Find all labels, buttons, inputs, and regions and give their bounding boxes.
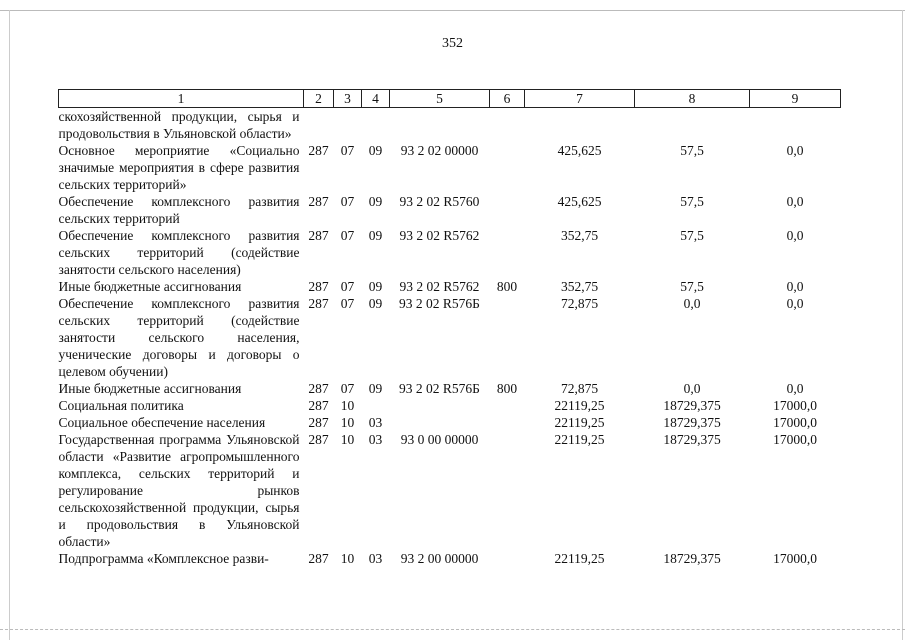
amount-col-9: 0,0 bbox=[786, 296, 804, 311]
row-name: Обеспечение комплексного развития сельских территорий (содействие занятости сельского населения) bbox=[58, 228, 300, 277]
amount-col-9: 17000,0 bbox=[773, 551, 817, 566]
table-row bbox=[59, 108, 841, 143]
amount-col-8: 18729,375 bbox=[663, 415, 721, 430]
column-header-6: 6 bbox=[490, 90, 525, 108]
target-article bbox=[390, 414, 490, 431]
row-name: Подпрограмма «Комплексное разви- bbox=[58, 551, 269, 566]
amount-col-8 bbox=[635, 108, 750, 143]
subsection-code: 09 bbox=[368, 228, 383, 243]
column-header-2: 2 bbox=[304, 90, 334, 108]
subsection-code: 03 bbox=[368, 551, 383, 566]
target-article: 93 2 02 R5762 bbox=[399, 279, 480, 294]
amount-col-9: 17000,0 bbox=[773, 432, 817, 447]
subsection-code: 03 bbox=[368, 415, 383, 430]
table-row bbox=[59, 414, 841, 431]
amount-col-9: 17000,0 bbox=[773, 398, 817, 413]
target-article: 93 0 00 00000 bbox=[400, 432, 479, 447]
amount-col-7: 22119,25 bbox=[554, 398, 605, 413]
scan-border-top bbox=[0, 10, 905, 11]
scan-border-bottom bbox=[0, 629, 905, 630]
amount-col-9 bbox=[750, 108, 841, 143]
section-code: 07 bbox=[340, 228, 355, 243]
target-article: 93 2 02 00000 bbox=[400, 143, 479, 158]
expense-type bbox=[490, 108, 525, 143]
page-number: 352 bbox=[442, 36, 463, 51]
expense-type bbox=[490, 397, 525, 414]
table-row bbox=[59, 193, 841, 227]
amount-col-7: 22119,25 bbox=[554, 551, 605, 566]
table-row bbox=[59, 397, 841, 414]
admin-code: 287 bbox=[308, 194, 329, 209]
admin-code: 287 bbox=[308, 143, 329, 158]
amount-col-8: 57,5 bbox=[680, 279, 704, 294]
amount-col-8: 57,5 bbox=[680, 194, 704, 209]
subsection-code: 03 bbox=[368, 432, 383, 447]
column-header-7: 7 bbox=[525, 90, 635, 108]
amount-col-7: 425,625 bbox=[557, 194, 602, 209]
target-article: 93 2 02 R5762 bbox=[399, 228, 480, 243]
target-article: 93 2 02 R576Б bbox=[399, 296, 480, 311]
amount-col-7: 352,75 bbox=[560, 228, 599, 243]
admin-code: 287 bbox=[308, 279, 329, 294]
table-row bbox=[59, 278, 841, 295]
amount-col-9: 0,0 bbox=[786, 381, 804, 396]
target-article: 93 2 00 00000 bbox=[400, 551, 479, 566]
admin-code bbox=[304, 108, 334, 143]
section-code: 07 bbox=[340, 194, 355, 209]
amount-col-8: 0,0 bbox=[683, 381, 701, 396]
section-code bbox=[334, 108, 362, 143]
admin-code: 287 bbox=[308, 415, 329, 430]
table-row bbox=[59, 227, 841, 278]
amount-col-9: 0,0 bbox=[786, 228, 804, 243]
section-code: 10 bbox=[340, 551, 355, 566]
scan-border-left bbox=[9, 10, 10, 640]
expense-type bbox=[490, 193, 525, 227]
expense-type bbox=[490, 227, 525, 278]
expense-type: 800 bbox=[496, 279, 518, 294]
table-row bbox=[59, 550, 841, 567]
section-code: 10 bbox=[340, 398, 355, 413]
column-header-8: 8 bbox=[635, 90, 750, 108]
table-header bbox=[59, 90, 841, 108]
column-header-5: 5 bbox=[390, 90, 490, 108]
section-code: 07 bbox=[340, 296, 355, 311]
admin-code: 287 bbox=[308, 398, 329, 413]
admin-code: 287 bbox=[308, 296, 329, 311]
amount-col-7: 22119,25 bbox=[554, 432, 605, 447]
row-name: Основное мероприятие «Социально значимые мероприятия в сфере развития сельских территорий» bbox=[58, 143, 300, 192]
admin-code: 287 bbox=[308, 551, 329, 566]
amount-col-9: 17000,0 bbox=[773, 415, 817, 430]
expense-type bbox=[490, 142, 525, 193]
column-header-3: 3 bbox=[334, 90, 362, 108]
table-row bbox=[59, 431, 841, 550]
expense-type: 800 bbox=[496, 381, 518, 396]
expense-type bbox=[490, 295, 525, 380]
amount-col-9: 0,0 bbox=[786, 194, 804, 209]
subsection-code: 09 bbox=[368, 296, 383, 311]
subsection-code bbox=[362, 397, 390, 414]
subsection-code: 09 bbox=[368, 279, 383, 294]
column-header-1: 1 bbox=[59, 90, 304, 108]
amount-col-9: 0,0 bbox=[786, 279, 804, 294]
target-article bbox=[390, 108, 490, 143]
amount-col-8: 57,5 bbox=[680, 228, 704, 243]
expense-type bbox=[490, 414, 525, 431]
scan-border-right bbox=[902, 10, 903, 640]
amount-col-8: 0,0 bbox=[683, 296, 701, 311]
subsection-code bbox=[362, 108, 390, 143]
section-code: 07 bbox=[340, 381, 355, 396]
row-name: Иные бюджетные ассигнования bbox=[58, 381, 242, 396]
amount-col-7: 425,625 bbox=[557, 143, 602, 158]
section-code: 07 bbox=[340, 143, 355, 158]
target-article: 93 2 02 R5760 bbox=[399, 194, 480, 209]
subsection-code: 09 bbox=[368, 194, 383, 209]
subsection-code: 09 bbox=[368, 381, 383, 396]
target-article: 93 2 02 R576Б bbox=[399, 381, 480, 396]
expense-type bbox=[490, 550, 525, 567]
row-name: Социальная политика bbox=[58, 398, 184, 413]
table-row bbox=[59, 295, 841, 380]
section-code: 10 bbox=[340, 432, 355, 447]
amount-col-7: 22119,25 bbox=[554, 415, 605, 430]
column-header-4: 4 bbox=[362, 90, 390, 108]
table-body bbox=[59, 108, 841, 568]
target-article bbox=[390, 397, 490, 414]
expense-type bbox=[490, 431, 525, 550]
amount-col-7: 72,875 bbox=[560, 296, 599, 311]
amount-col-8: 18729,375 bbox=[663, 398, 721, 413]
row-name: Обеспечение комплексного развития сельских территорий bbox=[58, 194, 300, 226]
row-name: Иные бюджетные ассигнования bbox=[58, 279, 242, 294]
admin-code: 287 bbox=[308, 228, 329, 243]
budget-table bbox=[58, 89, 841, 567]
admin-code: 287 bbox=[308, 432, 329, 447]
row-name: Государственная программа Ульяновской области «Развитие агропромышленного комплекса, сельских территорий и регулирование рынков сельскохозяйственной продукции, сырья и продовольствия в Ульяновской области» bbox=[58, 432, 300, 549]
row-name: скохозяйственной продукции, сырья и продовольствия в Ульяновской области» bbox=[58, 109, 300, 141]
amount-col-8: 18729,375 bbox=[663, 551, 721, 566]
section-code: 10 bbox=[340, 415, 355, 430]
amount-col-7: 352,75 bbox=[560, 279, 599, 294]
table-row bbox=[59, 380, 841, 397]
amount-col-7: 72,875 bbox=[560, 381, 599, 396]
header-row bbox=[59, 90, 841, 108]
amount-col-9: 0,0 bbox=[786, 143, 804, 158]
row-name: Социальное обеспечение населения bbox=[58, 415, 266, 430]
row-name: Обеспечение комплексного развития сельских территорий (содействие занятости сельского населения, ученические договоры и договоры о целевом обучении) bbox=[58, 296, 300, 379]
admin-code: 287 bbox=[308, 381, 329, 396]
column-header-9: 9 bbox=[750, 90, 841, 108]
section-code: 07 bbox=[340, 279, 355, 294]
subsection-code: 09 bbox=[368, 143, 383, 158]
table-row bbox=[59, 142, 841, 193]
amount-col-8: 18729,375 bbox=[663, 432, 721, 447]
amount-col-7 bbox=[525, 108, 635, 143]
amount-col-8: 57,5 bbox=[680, 143, 704, 158]
